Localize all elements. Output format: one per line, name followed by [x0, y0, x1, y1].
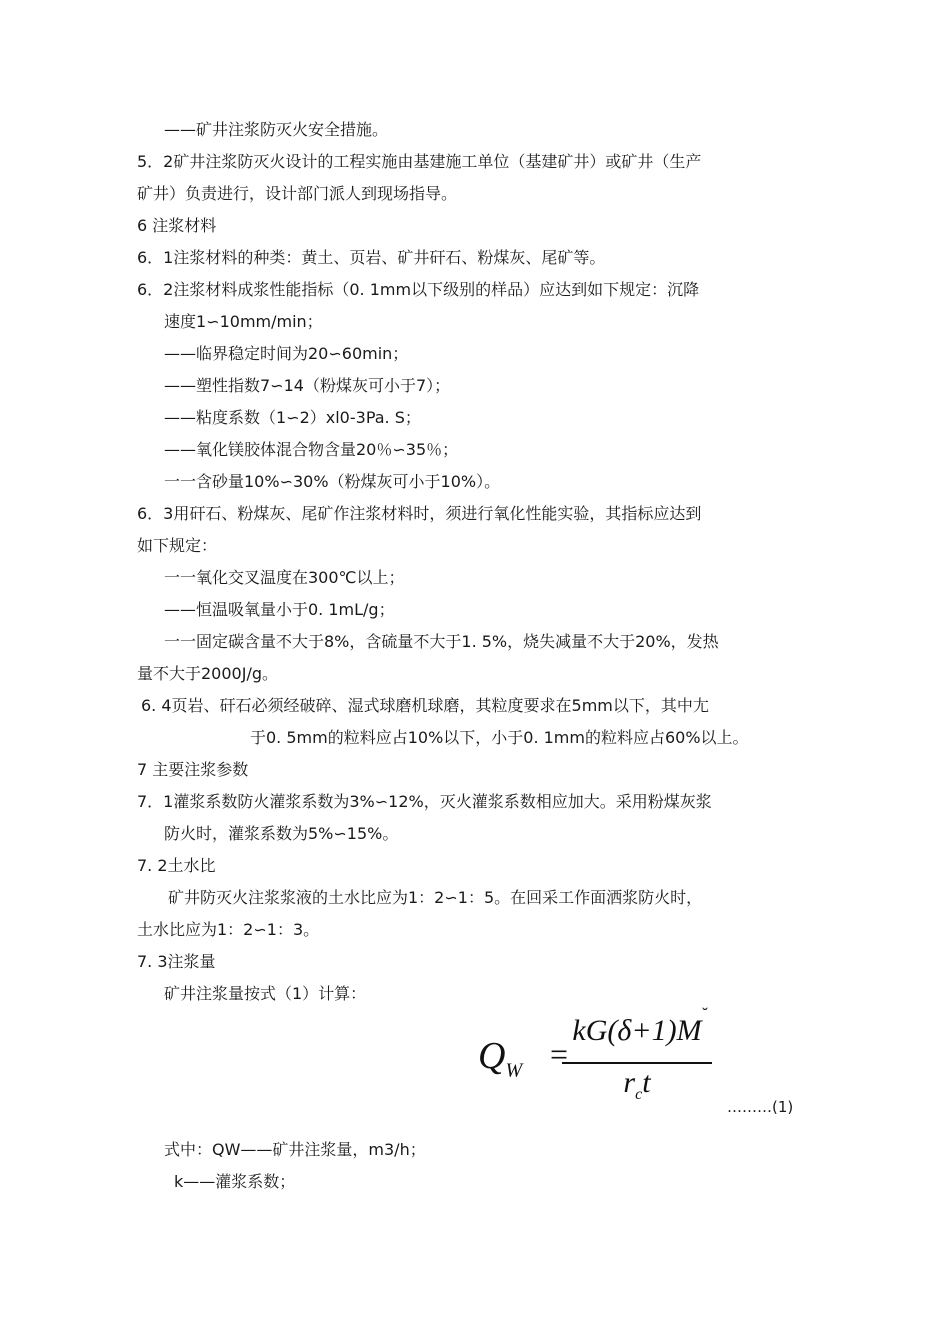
text-line: 防火时，灌浆系数为5%∽15%。 [164, 824, 399, 843]
text-line: ——临界稳定时间为20∽60min； [164, 344, 409, 363]
text-line: ——恒温吸氧量小于0. 1mL/g； [164, 600, 395, 619]
breve-accent-icon: ˘ [702, 1004, 708, 1024]
text-line: 6．2注浆材料成浆性能指标（0. 1mm以下级别的样品）应达到如下规定：沉降 [137, 280, 700, 299]
section-heading: 6 注浆材料 [137, 216, 217, 235]
text-line: 如下规定： [137, 536, 218, 555]
text-line: 矿井）负责进行，设计部门派人到现场指导。 [137, 184, 458, 203]
subsection-heading: 7. 3注浆量 [137, 952, 216, 971]
section-heading: 7 主要注浆参数 [137, 760, 249, 779]
text-line: 7．1灌浆系数防火灌浆系数为3%∽12%，灭火灌浆系数相应加大。采用粉煤灰浆 [137, 792, 712, 811]
text-line: k——灌浆系数； [174, 1172, 296, 1191]
text-line: 6．1注浆材料的种类：黄土、页岩、矿井矸石、粉煤灰、尾矿等。 [137, 248, 606, 267]
text-line: ——矿井注浆防灭火安全措施。 [164, 120, 389, 139]
text-line: 于0. 5mm的粒料应占10%以下，小于0. 1mm的粒料应占60%以上。 [250, 728, 749, 747]
formula-lhs: $Q_W$ [478, 1035, 523, 1082]
text-line: 一一含砂量10%∽30%（粉煤灰可小于10%）。 [164, 472, 501, 491]
formula-numerator: kG(δ+1)M [572, 1014, 702, 1047]
injection-volume-formula [478, 1004, 728, 1103]
text-line: 一一固定碳含量不大于8%，含硫量不大于1. 5%，烧失减量不大于20%，发热 [164, 632, 719, 651]
text-line: 6．3用矸石、粉煤灰、尾矿作注浆材料时，须进行氧化性能实验，其指标应达到 [137, 504, 702, 523]
text-line: 量不大于2000J/g。 [137, 664, 278, 683]
text-line: 矿井防灭火注浆浆液的土水比应为1：2∽1：5。在回采工作面洒浆防火时， [168, 888, 703, 907]
text-line: ——氧化镁胶体混合物含量20％∽35％； [164, 440, 459, 459]
text-line: 5．2矿井注浆防灭火设计的工程实施由基建施工单位（基建矿井）或矿井（生产 [137, 152, 702, 171]
fraction-bar [562, 1062, 712, 1064]
text-line: 式中：QW——矿井注浆量，m3/h； [164, 1140, 426, 1159]
text-line: 速度1∽10mm/min； [164, 312, 323, 331]
text-line: ——粘度系数（1∽2）xl0-3Pa. S； [164, 408, 421, 427]
formula-equals: = [550, 1036, 569, 1072]
text-line: 6. 4页岩、矸石必须经破碎、湿式球磨机球磨，其粒度要求在5mm以下，其中尢 [141, 696, 709, 715]
formula-denominator: $r_ct$ [623, 1066, 651, 1103]
text-line: ——塑性指数7∽14（粉煤灰可小于7）； [164, 376, 451, 395]
text-line: 土水比应为1：2∽1：3。 [137, 920, 320, 939]
text-line: 一一氧化交叉温度在300℃以上； [164, 568, 405, 587]
text-line: 矿井注浆量按式（1）计算： [164, 984, 367, 1003]
subsection-heading: 7. 2土水比 [137, 856, 216, 875]
equation-number: ………(1) [727, 1098, 794, 1116]
